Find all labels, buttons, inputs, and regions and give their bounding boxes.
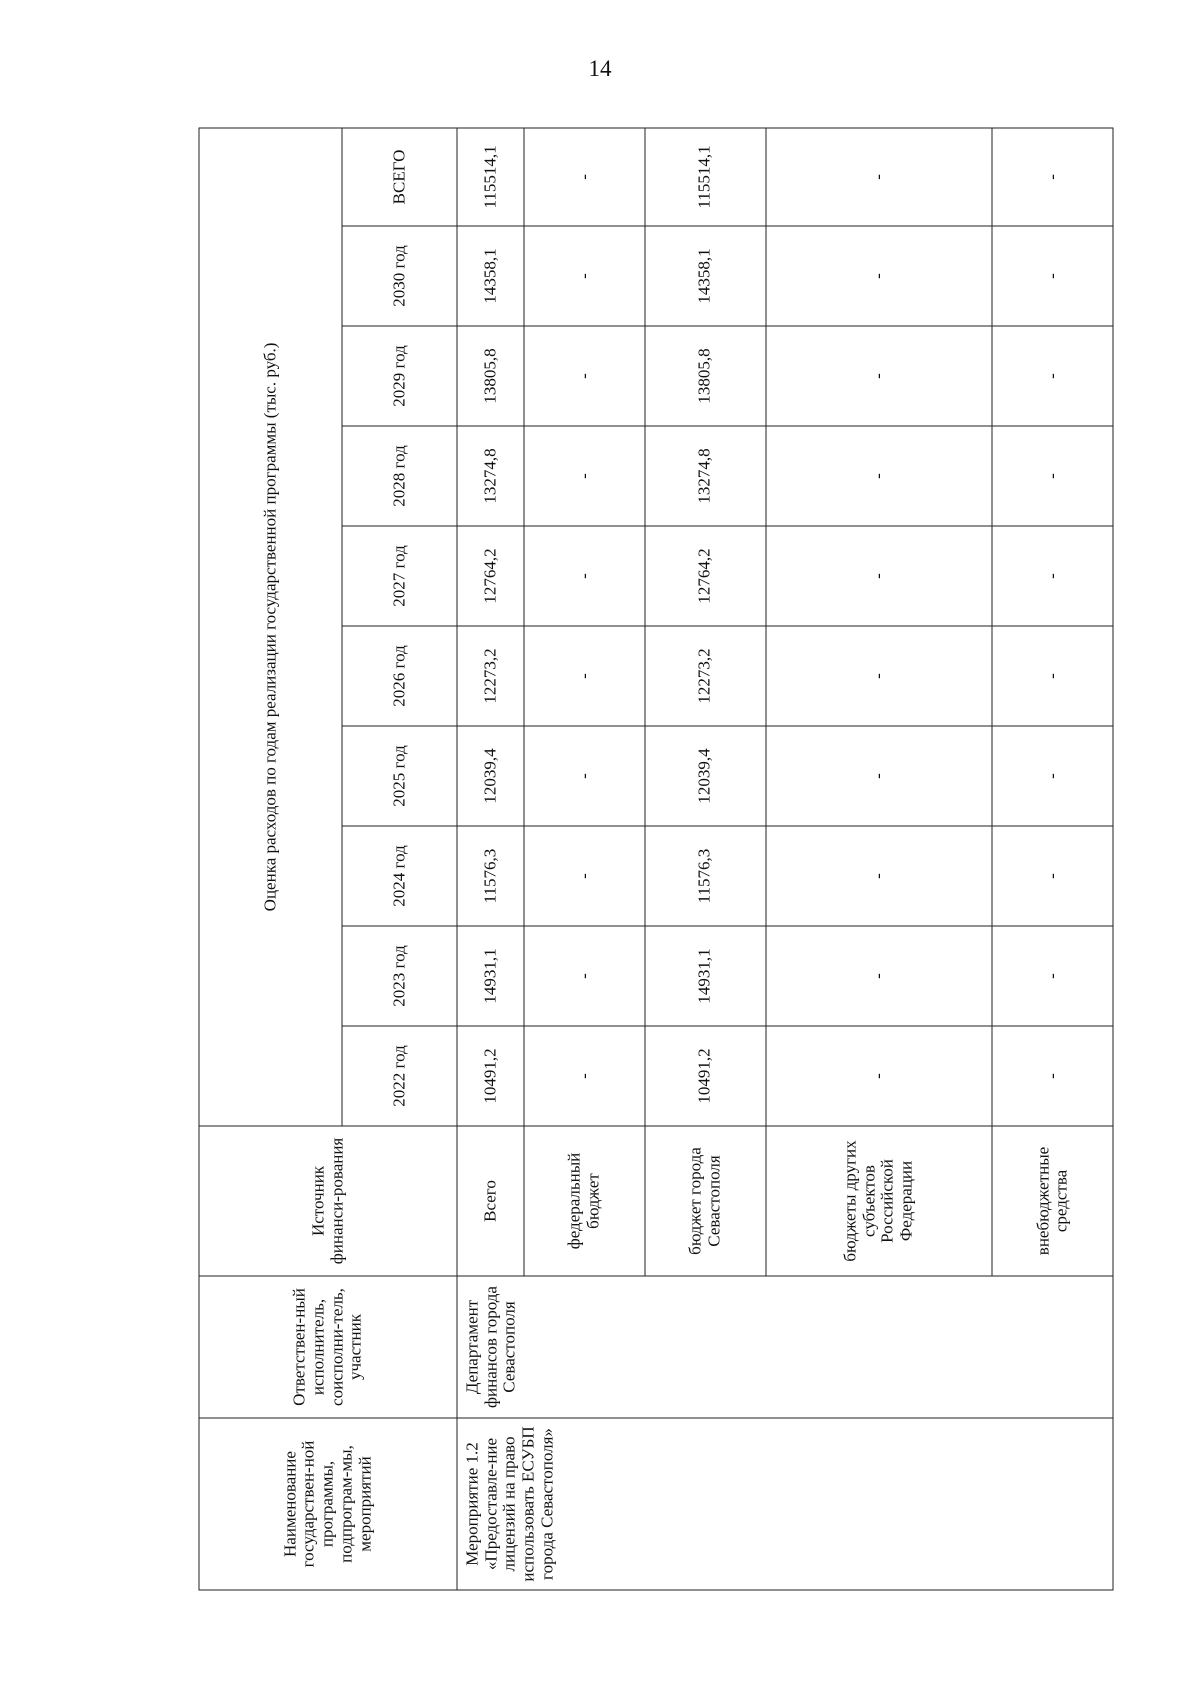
value-cell: - bbox=[992, 226, 1113, 326]
value-cell: 14358,1 bbox=[457, 226, 524, 326]
table-row bbox=[457, 127, 524, 1589]
value-cell: - bbox=[524, 726, 645, 826]
value-cell: 12273,2 bbox=[457, 626, 524, 726]
measure-name: Мероприятие 1.2 «Предоставле-ние лицензий на право использовать ЕСУБП города Севастополя» bbox=[457, 1418, 1113, 1590]
header-year: 2028 год bbox=[342, 426, 457, 526]
source-cell: бюджет города Севастополя bbox=[644, 1126, 765, 1276]
value-cell: 12273,2 bbox=[644, 626, 765, 726]
value-cell: - bbox=[992, 926, 1113, 1026]
value-cell: - bbox=[765, 226, 992, 326]
value-cell-total: - bbox=[524, 127, 645, 225]
financing-table-rotated bbox=[198, 128, 1113, 1590]
financing-table bbox=[198, 127, 1113, 1590]
value-cell: - bbox=[992, 426, 1113, 526]
value-cell: - bbox=[524, 326, 645, 426]
value-cell: 14358,1 bbox=[644, 226, 765, 326]
value-cell: - bbox=[524, 1026, 645, 1126]
value-cell: 12764,2 bbox=[644, 526, 765, 626]
header-total: ВСЕГО bbox=[342, 127, 457, 225]
value-cell: 13274,8 bbox=[457, 426, 524, 526]
value-cell: 13805,8 bbox=[457, 326, 524, 426]
value-cell: - bbox=[992, 626, 1113, 726]
value-cell: - bbox=[992, 726, 1113, 826]
value-cell: 11576,3 bbox=[457, 826, 524, 926]
value-cell: - bbox=[765, 426, 992, 526]
value-cell: - bbox=[765, 526, 992, 626]
value-cell: - bbox=[992, 826, 1113, 926]
value-cell: - bbox=[524, 926, 645, 1026]
value-cell: - bbox=[524, 626, 645, 726]
value-cell: 10491,2 bbox=[644, 1026, 765, 1126]
source-cell: федеральный бюджет bbox=[524, 1126, 645, 1276]
header-source: Источник финанси-рования bbox=[199, 1126, 457, 1276]
value-cell-total: 115514,1 bbox=[457, 127, 524, 225]
value-cell: 14931,1 bbox=[644, 926, 765, 1026]
header-year: 2029 год bbox=[342, 326, 457, 426]
header-year: 2022 год bbox=[342, 1026, 457, 1126]
value-cell: - bbox=[992, 326, 1113, 426]
value-cell: - bbox=[765, 1026, 992, 1126]
value-cell: 12039,4 bbox=[457, 726, 524, 826]
header-responsible: Ответствен-ный исполнитель, соисполни-тель, участник bbox=[199, 1276, 457, 1418]
header-expense-group: Оценка расходов по годам реализации государственной программы (тыс. руб.) bbox=[199, 127, 342, 1125]
value-cell: - bbox=[524, 226, 645, 326]
value-cell: 11576,3 bbox=[644, 826, 765, 926]
header-year: 2030 год bbox=[342, 226, 457, 326]
value-cell: 10491,2 bbox=[457, 1026, 524, 1126]
header-year: 2024 год bbox=[342, 826, 457, 926]
header-year: 2027 год bbox=[342, 526, 457, 626]
value-cell: - bbox=[524, 826, 645, 926]
value-cell: 13274,8 bbox=[644, 426, 765, 526]
header-name: Наименование государствен-ной программы, подпрограм-мы, мероприятий bbox=[199, 1418, 457, 1590]
value-cell: 14931,1 bbox=[457, 926, 524, 1026]
value-cell-total: - bbox=[765, 127, 992, 225]
value-cell: - bbox=[992, 1026, 1113, 1126]
source-cell: бюджеты других субъектов Российской Федерации bbox=[765, 1126, 992, 1276]
value-cell: - bbox=[524, 526, 645, 626]
value-cell: 12039,4 bbox=[644, 726, 765, 826]
page-number: 14 bbox=[588, 56, 612, 81]
value-cell-total: - bbox=[992, 127, 1113, 225]
responsible-executor: Департамент финансов города Севастополя bbox=[457, 1276, 1113, 1418]
value-cell: - bbox=[765, 826, 992, 926]
value-cell: - bbox=[524, 426, 645, 526]
value-cell: - bbox=[765, 326, 992, 426]
source-cell: Всего bbox=[457, 1126, 524, 1276]
value-cell: - bbox=[765, 626, 992, 726]
value-cell: 12764,2 bbox=[457, 526, 524, 626]
header-year: 2023 год bbox=[342, 926, 457, 1026]
value-cell: - bbox=[765, 926, 992, 1026]
header-year: 2025 год bbox=[342, 726, 457, 826]
source-cell: внебюджетные средства bbox=[992, 1126, 1113, 1276]
header-year: 2026 год bbox=[342, 626, 457, 726]
value-cell: - bbox=[992, 526, 1113, 626]
value-cell: 13805,8 bbox=[644, 326, 765, 426]
value-cell: - bbox=[765, 726, 992, 826]
value-cell-total: 115514,1 bbox=[644, 127, 765, 225]
